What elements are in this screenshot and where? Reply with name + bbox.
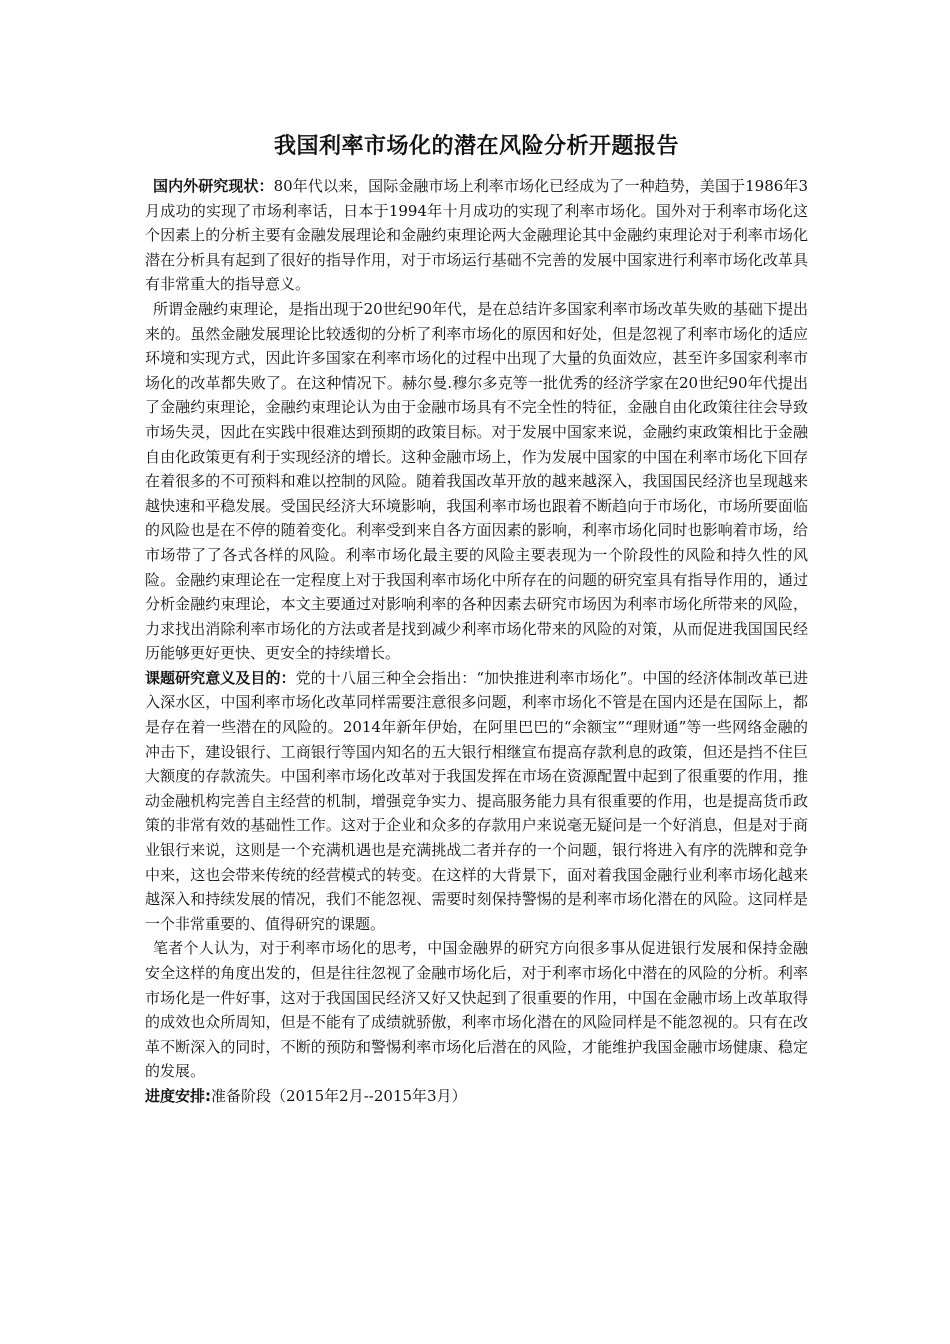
document-title: 我国利率市场化的潜在风险分析开题报告: [273, 134, 679, 159]
paragraph-research-status: [145, 174, 808, 297]
paragraph-author-view: [145, 936, 808, 1084]
paragraph-text: 准备阶段（2015年2月--2015年3月）: [211, 1086, 467, 1105]
document-page: [145, 132, 808, 1109]
section-label-research-status: 国内外研究现状：: [153, 177, 274, 195]
paragraph-significance: [145, 666, 808, 937]
paragraph-text: 所谓金融约束理论，是指出现于20世纪90年代，是在总结许多国家利率市场改革失败的基础下提出来的。虽然金融发展理论比较透彻的分析了利率市场化的原因和好处，但是忽视了利率市场化的适应环境和实现方式，因此许多国家在利率市场化的过程中出现了大量的负面效应，甚至许多国家利率市场化的改革都失败了。在这种情况下。赫尔曼.穆尔多克等一批优秀的经济学家在20世纪90年代提出了金融约束理论，金融约束理论认为由于金融市场具有不完全性的特征，金融自由化政策往往会导致市场失灵，因此在实践中很难达到预期的政策目标。对于发展中国家来说，金融约束政策相比于金融自由化政策更有利于实现经济的增长。这种金融市场上，作为发展中国家的中国在利率市场化下回存在着很多的不可预料和难以控制的风险。随着我国改革开放的越来越深入，我国国民经济也呈现越来越快速和平稳发展。受国民经济大环境影响，我国利率市场也跟着不断趋向于市场化，市场所要面临的风险也是在不停的随着变化。利率受到来自各方面因素的影响，利率市场化同时也影响着市场，给市场带了了各式各样的风险。利率市场化最主要的风险主要表现为一个阶段性的风险和持久性的风险。金融约束理论在一定程度上对于我国利率市场化中所存在的问题的研究室具有指导作用的，通过分析金融约束理论，本文主要通过对影响利率的各种因素去研究市场因为利率市场化所带来的风险，力求找出消除利率市场化的方法或者是找到减少利率市场化带来的风险的对策，从而促进我国国民经历能够更好更快、更安全的持续增长。: [145, 299, 808, 663]
section-label-significance: 课题研究意义及目的：: [145, 668, 296, 687]
section-label-schedule: 进度安排:: [145, 1086, 211, 1105]
paragraph-schedule: [145, 1084, 808, 1109]
paragraph-financial-restraint: [145, 297, 808, 666]
paragraph-text: 80年代以来，国际金融市场上利率市场化已经成为了一种趋势，美国于1986年3月成功的实现了市场利率话，日本于1994年十月成功的实现了利率市场化。国外对于利率市场化这个因素上的分析主要有金融发展理论和金融约束理论两大金融理论其中金融约束理论对于利率市场化潜在分析具有起到了很好的指导作用，对于市场运行基础不完善的发展中国家进行利率市场化改革具有非常重大的指导意义。: [145, 177, 808, 294]
paragraph-text: 党的十八届三种全会指出：“加快推进利率市场化”。中国的经济体制改革已进入深水区，中国利率市场化改革同样需要注意很多问题，利率市场化不管是在国内还是在国际上，都是存在着一些潜在的风险的。2014年新年伊始，在阿里巴巴的“余额宝”“理财通”等一些网络金融的冲击下，建设银行、工商银行等国内知名的五大银行相继宣布提高存款利息的政策，但还是挡不住巨大额度的存款流失。中国利率市场化改革对于我国发挥在市场在资源配置中起到了很重要的作用，推动金融机构完善自主经营的机制，增强竞争实力、提高服务能力具有很重要的作用，也是提高货币政策的非常有效的基础性工作。这对于企业和众多的存款用户来说毫无疑问是一个好消息，但是对于商业银行来说，这则是一个充满机遇也是充满挑战二者并存的一个问题，银行将进入有序的洗牌和竞争中来，这也会带来传统的经营模式的转变。在这样的大背景下，面对着我国金融行业利率市场化越来越深入和持续发展的情况，我们不能忽视、需要时刻保持警惕的是利率市场化潜在的风险。这同样是一个非常重要的、值得研究的课题。: [145, 668, 808, 933]
paragraph-text: 笔者个人认为，对于利率市场化的思考，中国金融界的研究方向很多事从促进银行发展和保持金融安全这样的角度出发的，但是往往忽视了金融市场化后，对于利率市场化中潜在的风险的分析。利率市场化是一件好事，这对于我国国民经济又好又快起到了很重要的作用，中国在金融市场上改革取得的成效也众所周知，但是不能有了成绩就骄傲，利率市场化潜在的风险同样是不能忽视的。只有在改革不断深入的同时，不断的预防和警惕利率市场化后潜在的风险，才能维护我国金融市场健康、稳定的发展。: [145, 939, 808, 1081]
